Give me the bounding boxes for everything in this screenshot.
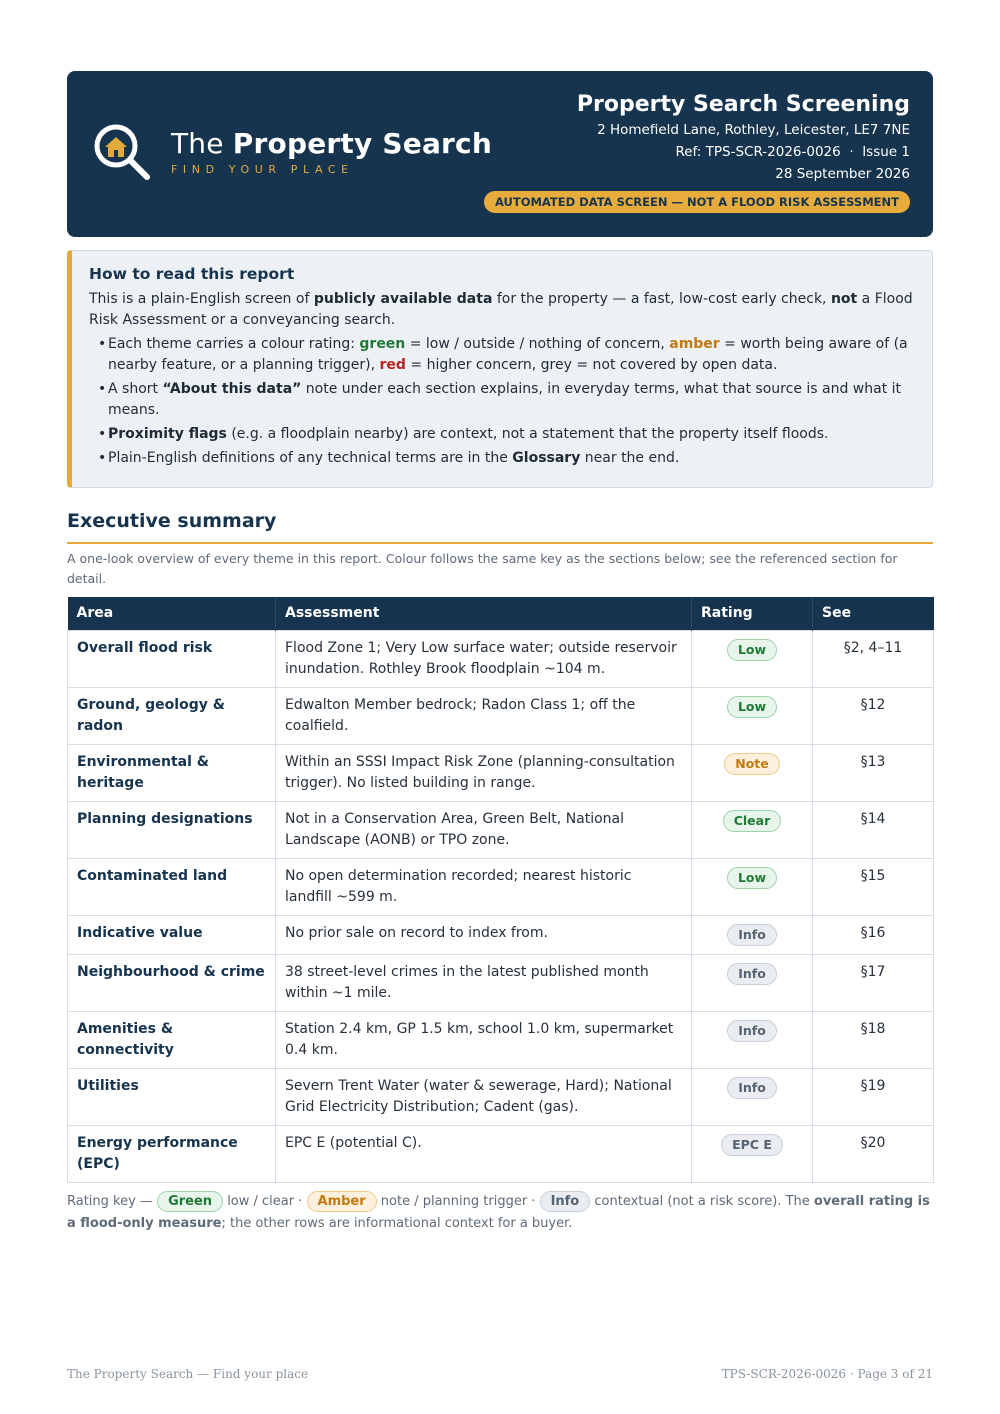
cell-assessment: No open determination recorded; nearest historic landfill ~599 m.	[276, 858, 692, 915]
list-item: • Plain-English definitions of any technical terms are in the Glossary near the end.	[98, 448, 914, 469]
cell-see: §2, 4–11	[813, 630, 934, 687]
cell-rating	[692, 1125, 813, 1182]
cell-rating	[692, 954, 813, 1011]
column-header-assessment: Assessment	[276, 597, 692, 630]
cell-area: Overall flood risk	[68, 630, 276, 687]
cell-area: Utilities	[68, 1068, 276, 1125]
report-title: Property Search Screening	[576, 92, 910, 117]
how-to-read-intro: This is a plain-English screen of publicly available data for the property — a fast, low-cost early check, not a Flood Risk Assessment or a conveyancing search.	[89, 291, 913, 328]
cell-see: §12	[813, 687, 934, 744]
brand-tagline: FIND YOUR PLACE	[171, 163, 354, 176]
rating-badge: Info	[727, 963, 777, 985]
cell-area: Environmental & heritage	[68, 744, 276, 801]
table-row	[68, 1125, 934, 1182]
property-address: 2 Homefield Lane, Rothley, Leicester, LE7 7NE	[597, 122, 910, 138]
key-pill-green: Green	[157, 1191, 223, 1212]
table-row	[68, 954, 934, 1011]
rating-badge: EPC E	[721, 1134, 783, 1156]
column-header-area: Area	[68, 597, 276, 630]
brand-name: The Property Search	[171, 127, 492, 160]
column-header-rating: Rating	[692, 597, 813, 630]
table-row	[68, 858, 934, 915]
cell-assessment: Within an SSSI Impact Risk Zone (planning-consultation trigger). No listed building in range.	[276, 744, 692, 801]
column-header-see: See	[813, 597, 934, 630]
table-row	[68, 1068, 934, 1125]
cell-rating	[692, 801, 813, 858]
table-header-row	[68, 597, 934, 630]
cell-see: §14	[813, 801, 934, 858]
cell-assessment: Station 2.4 km, GP 1.5 km, school 1.0 km, supermarket 0.4 km.	[276, 1011, 692, 1068]
cell-assessment: EPC E (potential C).	[276, 1125, 692, 1182]
cell-see: §19	[813, 1068, 934, 1125]
cell-see: §17	[813, 954, 934, 1011]
how-to-read-box	[67, 250, 933, 488]
rating-key: Rating key — Green low / clear · Amber note / planning trigger · Info contextual (not a risk score). The overall rating is a flood-only measure; the other rows are informational context for a buyer.	[67, 1191, 933, 1235]
brand	[171, 127, 492, 176]
rating-badge: Clear	[723, 810, 782, 832]
rating-badge: Low	[727, 639, 777, 661]
cell-area: Indicative value	[68, 915, 276, 954]
section-divider	[67, 542, 933, 544]
cell-rating	[692, 744, 813, 801]
table-row	[68, 915, 934, 954]
cell-area: Amenities & connectivity	[68, 1011, 276, 1068]
cell-see: §16	[813, 915, 934, 954]
cell-assessment: 38 street-level crimes in the latest published month within ~1 mile.	[276, 954, 692, 1011]
cell-rating	[692, 858, 813, 915]
cell-area: Planning designations	[68, 801, 276, 858]
section-note: A one-look overview of every theme in this report. Colour follows the same key as the sections below; see the referenced section for detail.	[67, 551, 898, 586]
cell-see: §15	[813, 858, 934, 915]
list-item: • A short “About this data” note under each section explains, in everyday terms, what that source is and what it means.	[98, 379, 914, 421]
section-title: Executive summary	[67, 510, 277, 532]
how-to-read-title: How to read this report	[89, 265, 295, 283]
cell-area: Energy performance (EPC)	[68, 1125, 276, 1182]
list-item: • Proximity flags (e.g. a floodplain nearby) are context, not a statement that the property itself floods.	[98, 424, 914, 445]
cell-area: Ground, geology & radon	[68, 687, 276, 744]
table-row	[68, 1011, 934, 1068]
footer-page: TPS-SCR-2026-0026 · Page 3 of 21	[721, 1367, 933, 1381]
cell-assessment: Flood Zone 1; Very Low surface water; outside reservoir inundation. Rothley Brook floodplain ~104 m.	[276, 630, 692, 687]
footer-brand: The Property Search — Find your place	[67, 1367, 309, 1381]
table-row	[68, 744, 934, 801]
table-row	[68, 801, 934, 858]
table-row	[68, 630, 934, 687]
how-to-read-list	[89, 334, 914, 469]
table-row	[68, 687, 934, 744]
report-reference: Ref: TPS-SCR-2026-0026 · Issue 1	[675, 144, 910, 160]
disclaimer-badge: AUTOMATED DATA SCREEN — NOT A FLOOD RISK ASSESSMENT	[484, 191, 910, 213]
summary-table	[67, 597, 934, 1183]
report-meta	[484, 91, 910, 213]
cell-rating	[692, 630, 813, 687]
rating-badge: Info	[727, 1077, 777, 1099]
rating-badge: Info	[727, 924, 777, 946]
cell-assessment: Severn Trent Water (water & sewerage, Hard); National Grid Electricity Distribution; Cadent (gas).	[276, 1068, 692, 1125]
cell-rating	[692, 915, 813, 954]
cell-see: §18	[813, 1011, 934, 1068]
list-item: • Each theme carries a colour rating: green = low / outside / nothing of concern, amber = worth being aware of (a nearby feature, or a planning trigger), red = higher concern, grey = not covered by open data.	[98, 334, 914, 376]
cell-area: Neighbourhood & crime	[68, 954, 276, 1011]
rating-badge: Low	[727, 696, 777, 718]
cell-assessment: Edwalton Member bedrock; Radon Class 1; off the coalfield.	[276, 687, 692, 744]
rating-badge: Low	[727, 867, 777, 889]
cell-rating	[692, 687, 813, 744]
cell-see: §13	[813, 744, 934, 801]
key-pill-info: Info	[540, 1191, 591, 1212]
cell-rating	[692, 1068, 813, 1125]
report-date: 28 September 2026	[775, 166, 910, 182]
cell-assessment: No prior sale on record to index from.	[276, 915, 692, 954]
magnifier-house-icon	[93, 123, 151, 181]
cell-see: §20	[813, 1125, 934, 1182]
rating-badge: Note	[724, 753, 780, 775]
rating-badge: Info	[727, 1020, 777, 1042]
report-header	[67, 71, 933, 237]
cell-assessment: Not in a Conservation Area, Green Belt, National Landscape (AONB) or TPO zone.	[276, 801, 692, 858]
key-pill-amber: Amber	[307, 1191, 377, 1212]
cell-rating	[692, 1011, 813, 1068]
summary-table-body	[68, 630, 934, 1182]
cell-area: Contaminated land	[68, 858, 276, 915]
